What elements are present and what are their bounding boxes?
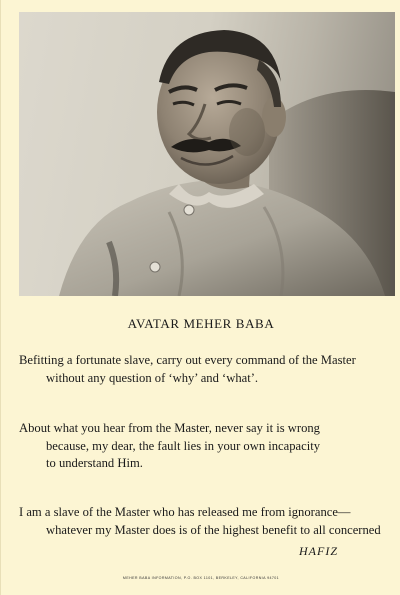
quote-block <box>19 504 399 539</box>
quote-author: HAFIZ <box>299 544 338 558</box>
publisher-footer: MEHER BABA INFORMATION, P.O. BOX 1101, BERKELEY, CALIFORNIA 94701 <box>122 576 280 580</box>
quote-block <box>19 420 399 473</box>
quote-block <box>19 352 399 387</box>
quote-line: without any question of ‘why’ and ‘what’. <box>46 370 259 385</box>
quote-line: to understand Him. <box>46 456 143 470</box>
quote-line: Befitting a fortunate slave, carry out every command of the Master <box>19 353 356 367</box>
portrait-photo <box>19 12 395 296</box>
quote-line: About what you hear from the Master, never say it is wrong <box>19 421 320 435</box>
quote-line: because, my dear, the fault lies in your own incapacity <box>46 438 321 453</box>
quote-line: whatever my Master does is of the highest benefit to all concerned <box>46 522 381 537</box>
quote-line: I am a slave of the Master who has released me from ignorance— <box>19 505 351 519</box>
page-title: AVATAR MEHER BABA <box>127 316 275 331</box>
